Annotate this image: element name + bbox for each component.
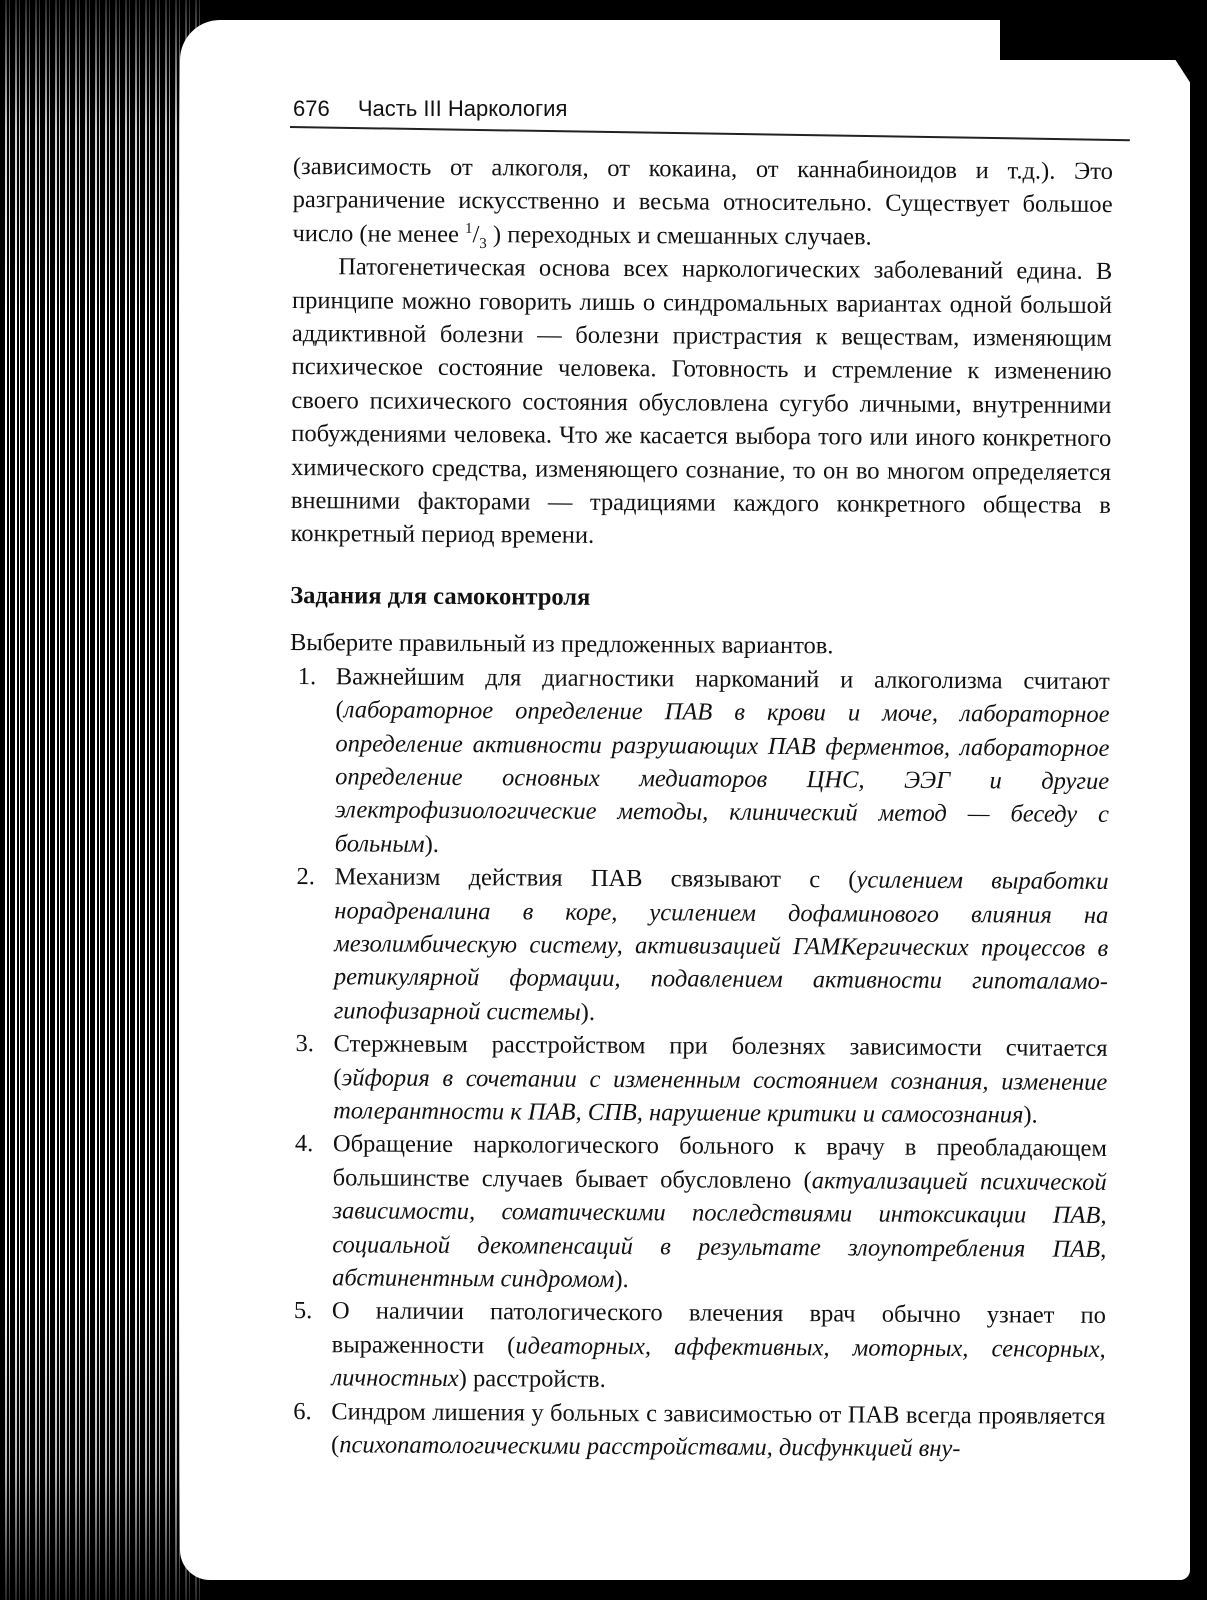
task-options: идеаторных, аффективных, моторных, сенсорных, личностных <box>331 1332 1106 1393</box>
fraction-denominator: 3 <box>479 235 487 252</box>
page-body <box>285 150 1113 1466</box>
task-item <box>287 1027 1108 1132</box>
task-end: ) расстройств. <box>458 1365 606 1394</box>
task-options: психопатологическими расстройствами, дисфункцией вну- <box>339 1431 961 1463</box>
section-heading: Задания для самоконтроля <box>290 581 591 611</box>
running-title: Часть III Наркология <box>357 96 568 121</box>
task-item <box>286 1127 1107 1299</box>
task-item <box>288 860 1109 1032</box>
task-number: 1. <box>297 662 317 690</box>
task-options: эйфория в сочетании с измененным состоянием сознания, изменение толерантности к ПАВ, СПВ, нарушение критики и самосознания <box>333 1063 1108 1129</box>
task-list <box>285 660 1110 1467</box>
scan-background <box>1000 0 1207 60</box>
task-text: Стержневым расстройством при болезнях зависимости считается ( <box>333 1030 1108 1091</box>
task-number: 6. <box>293 1397 312 1425</box>
task-number: 3. <box>295 1030 314 1058</box>
task-options: лабораторное определение ПАВ в крови и моче, лабораторное определение активности разрушающих ПАВ ферментов, лабораторное определение основных медиаторов ЦНС, ЭЭГ и другие электрофизиологические методы, клинический метод — беседу с больным <box>334 696 1110 858</box>
task-number: 5. <box>293 1297 313 1325</box>
task-number: 4. <box>294 1130 314 1158</box>
paragraph-1-text: (зависимость от алкоголя, от кокаина, от каннабиноидов и т.д.). Это разграничение искусственно и весьма относительно. Существует большое число (не менее <box>292 152 1113 248</box>
task-text: Синдром лишения у больных с зависимостью от ПАВ всегда проявляется ( <box>331 1397 1106 1459</box>
task-end: ). <box>424 830 440 858</box>
running-header <box>293 96 1123 122</box>
task-end: ). <box>1023 1101 1038 1129</box>
fraction-numerator: 1 <box>465 220 473 237</box>
task-text: О наличии патологического влечения врач обычно узнает по выраженности ( <box>331 1297 1106 1360</box>
paragraph-1-end: ) переходных и смешанных случаев. <box>492 221 872 251</box>
section-intro: Выберите правильный из предложенных вариантов. <box>289 629 834 660</box>
task-text: Механизм действия ПАВ связывают с ( <box>334 863 857 894</box>
task-options: актуализацией психической зависимости, соматическими последствиями интоксикации ПАВ, социальной декомпенсаций в результате злоупотребления ПАВ, абстинентным синдромом <box>332 1166 1107 1293</box>
page-number: 676 <box>293 96 330 121</box>
task-text: Обращение наркологического больного к врачу в преобладающем большинстве случаев бывает обусловлено ( <box>332 1130 1107 1194</box>
task-item <box>285 1294 1106 1399</box>
task-item <box>289 660 1110 865</box>
task-text: Важнейшим для диагностики наркоманий и алкоголизма считают ( <box>335 662 1110 724</box>
task-options: усилением выработки норадреналина в коре, усилением дофаминового влияния на мезолимбическую систему, активизацией ГАМКергических процессов в ретикулярной формации, подавлением активности гипоталамо-гипофизарной системы <box>333 866 1109 1026</box>
task-end: ). <box>614 1265 629 1294</box>
task-item <box>285 1395 1105 1467</box>
book-edge-shadow <box>0 0 200 1600</box>
paragraph-1: (зависимость от алкоголя, от кокаина, от каннабиноидов и т.д.). Это разграничение искусственно и весьма относительно. Существует большое число (не менее $^1/_3$ ) переходных и смешанных случаев. <box>292 152 1113 252</box>
task-end: ). <box>580 998 596 1026</box>
task-number: 2. <box>296 863 316 891</box>
paragraph-2: Патогенетическая основа всех наркологических заболеваний едина. В принципе можно говорить лишь о синдромальных вариантах одной большой аддиктивной болезни — болезни пристрастия к веществам, изменяющим психическое состояние человека. Готовность и стремление к изменению своего психического состояния обусловлена сугубо личными, внутренними побуждениями человека. Что же касается выбора того или иного конкретного химического средства, изменяющего сознание, то он во многом определяется внешними факторами — традициями каждого конкретного общества в конкретный период времени. <box>290 253 1113 550</box>
